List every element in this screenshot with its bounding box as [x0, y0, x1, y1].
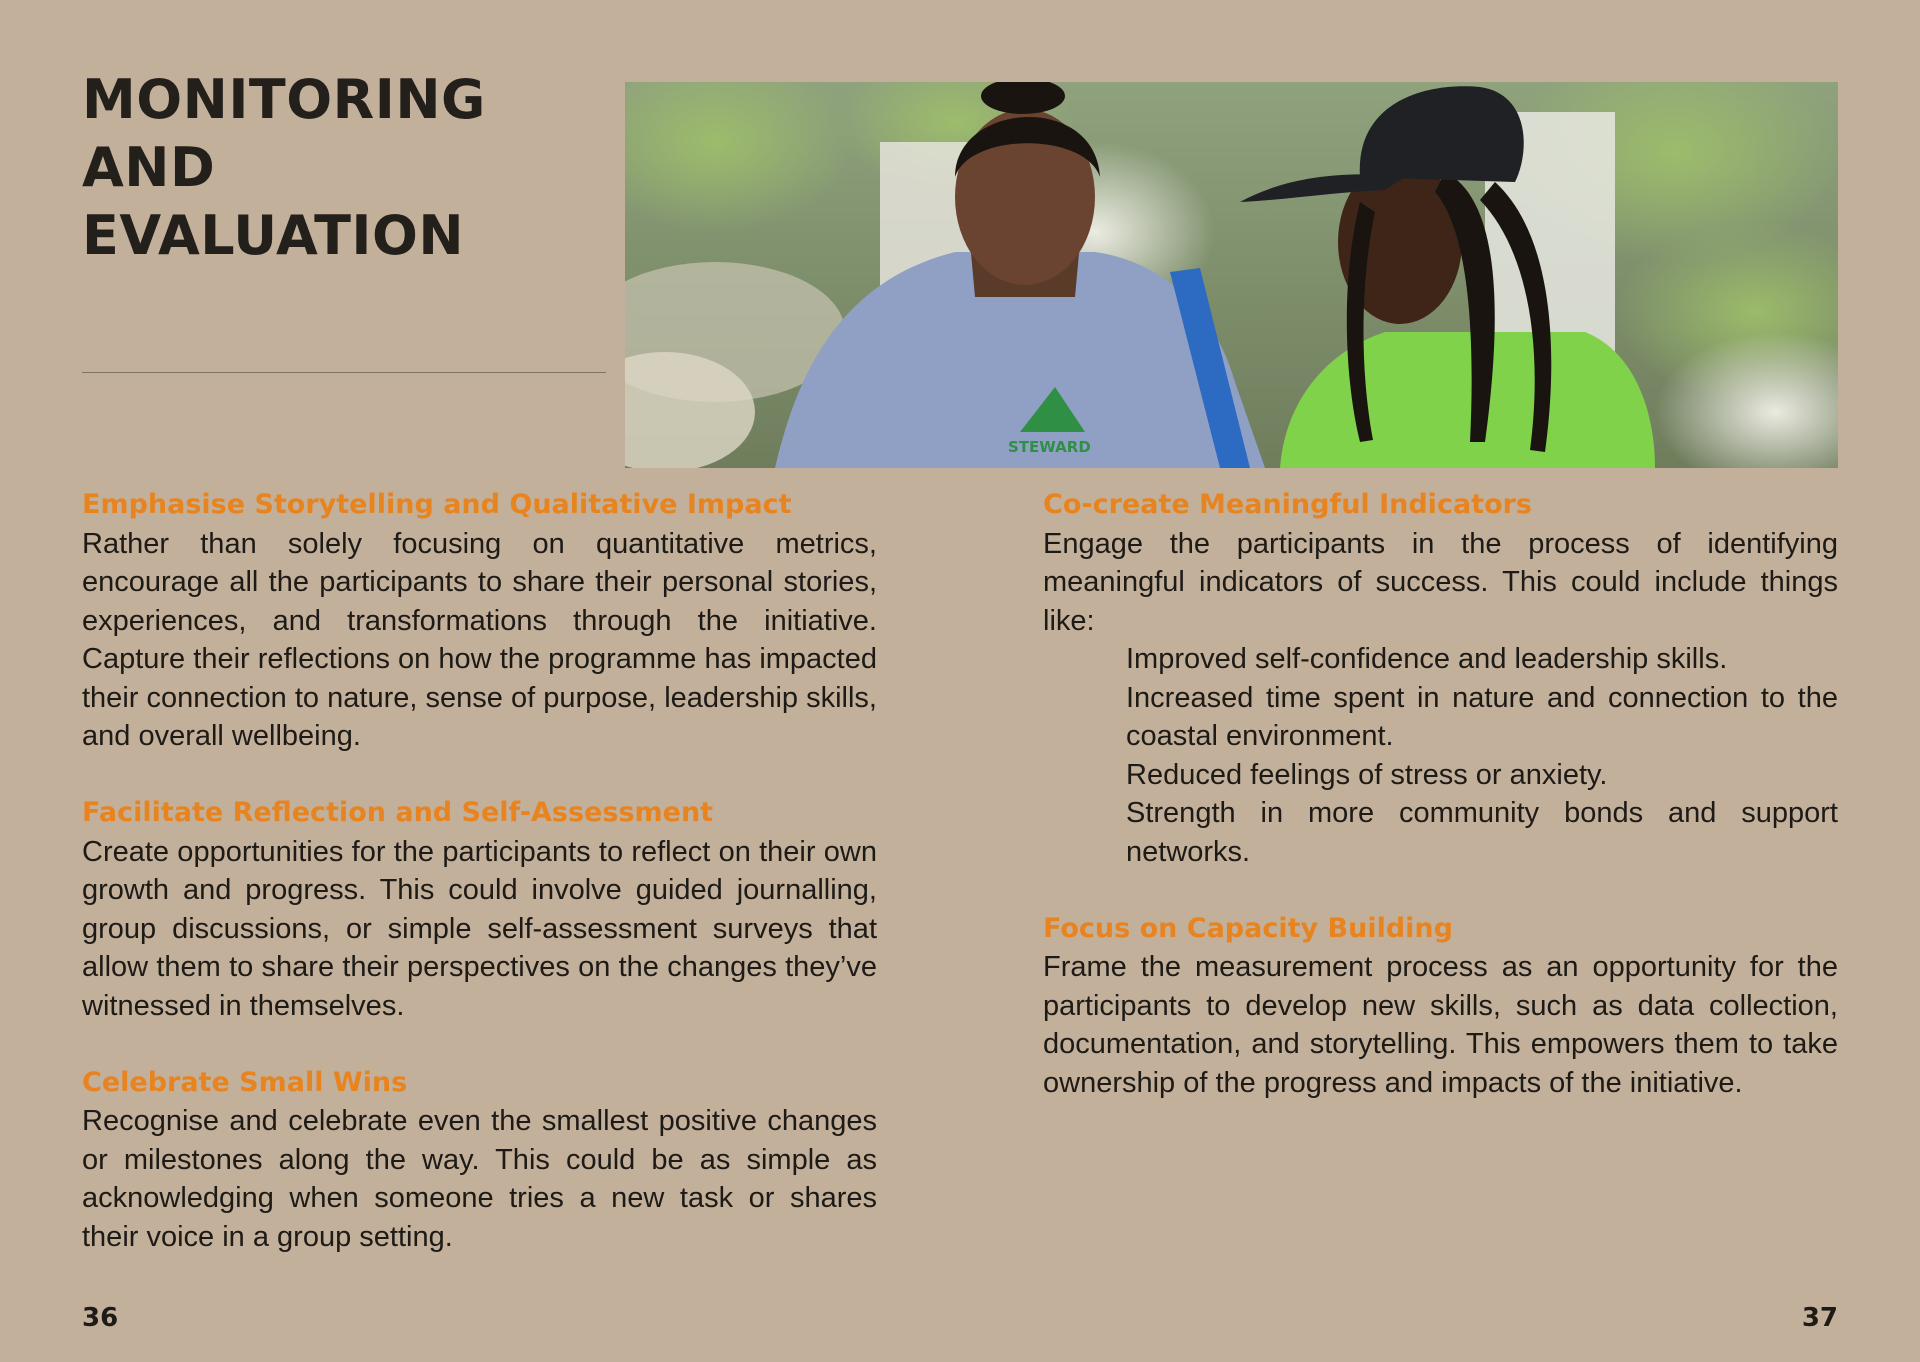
list-item: Increased time spent in nature and connection to the coastal environment.: [1126, 681, 1838, 752]
section-storytelling: [82, 486, 877, 756]
page-number-right: 37: [1801, 1303, 1838, 1333]
right-column: [1043, 486, 1838, 1141]
left-column: [82, 486, 877, 1295]
section-body: Recognise and celebrate even the smallest positive changes or milestones along the way. This could be as simple as acknowledging when someone tries a new task or shares their voice in a group setting.: [82, 1105, 877, 1253]
title-line-2: AND: [82, 136, 216, 199]
title-line-3: EVALUATION: [82, 204, 465, 267]
section-indicators: [1043, 486, 1838, 871]
section-body: Rather than solely focusing on quantitative metrics, encourage all the participants to share their personal stories, experiences, and transformations through the initiative. Capture their reflections on how the programme has impacted their connection to nature, sense of purpose, leadership skills, and overall wellbeing.: [82, 527, 877, 752]
list-item: Reduced feelings of stress or anxiety.: [1126, 758, 1608, 791]
section-heading: Focus on Capacity Building: [1043, 912, 1453, 944]
title-divider: [82, 372, 606, 373]
header-photo: [625, 82, 1838, 468]
section-heading: Facilitate Reflection and Self-Assessment: [82, 797, 714, 828]
section-reflection: [82, 794, 877, 1025]
section-heading: Co-create Meaningful Indicators: [1043, 489, 1533, 520]
section-body: Engage the participants in the process of identifying meaningful indicators of success. This could include things like:: [1043, 527, 1838, 637]
section-heading: Emphasise Storytelling and Qualitative Impact: [82, 489, 792, 520]
section-heading: Celebrate Small Wins: [82, 1066, 408, 1098]
title-line-1: MONITORING: [82, 68, 486, 131]
page-title: [82, 66, 486, 270]
list-item: Improved self-confidence and leadership skills.: [1126, 643, 1728, 675]
section-small-wins: [82, 1064, 877, 1257]
list-item: Strength in more community bonds and support networks.: [1126, 797, 1838, 868]
section-body: Frame the measurement process as an opportunity for the participants to develop new skills, such as data collection, documentation, and storytelling. This empowers them to take ownership of the progress and impacts of the initiative.: [1043, 951, 1838, 1099]
page-number-left: 36: [82, 1303, 119, 1333]
section-body: Create opportunities for the participants to reflect on their own growth and progress. This could involve guided journalling, group discussions, or simple self-assessment surveys that allow them to share their perspectives on the changes they’ve witnessed in themselves.: [82, 835, 877, 1022]
shirt-print: STEWARD: [1008, 438, 1091, 456]
section-capacity-building: [1043, 910, 1838, 1103]
indicator-list: [1043, 640, 1838, 871]
